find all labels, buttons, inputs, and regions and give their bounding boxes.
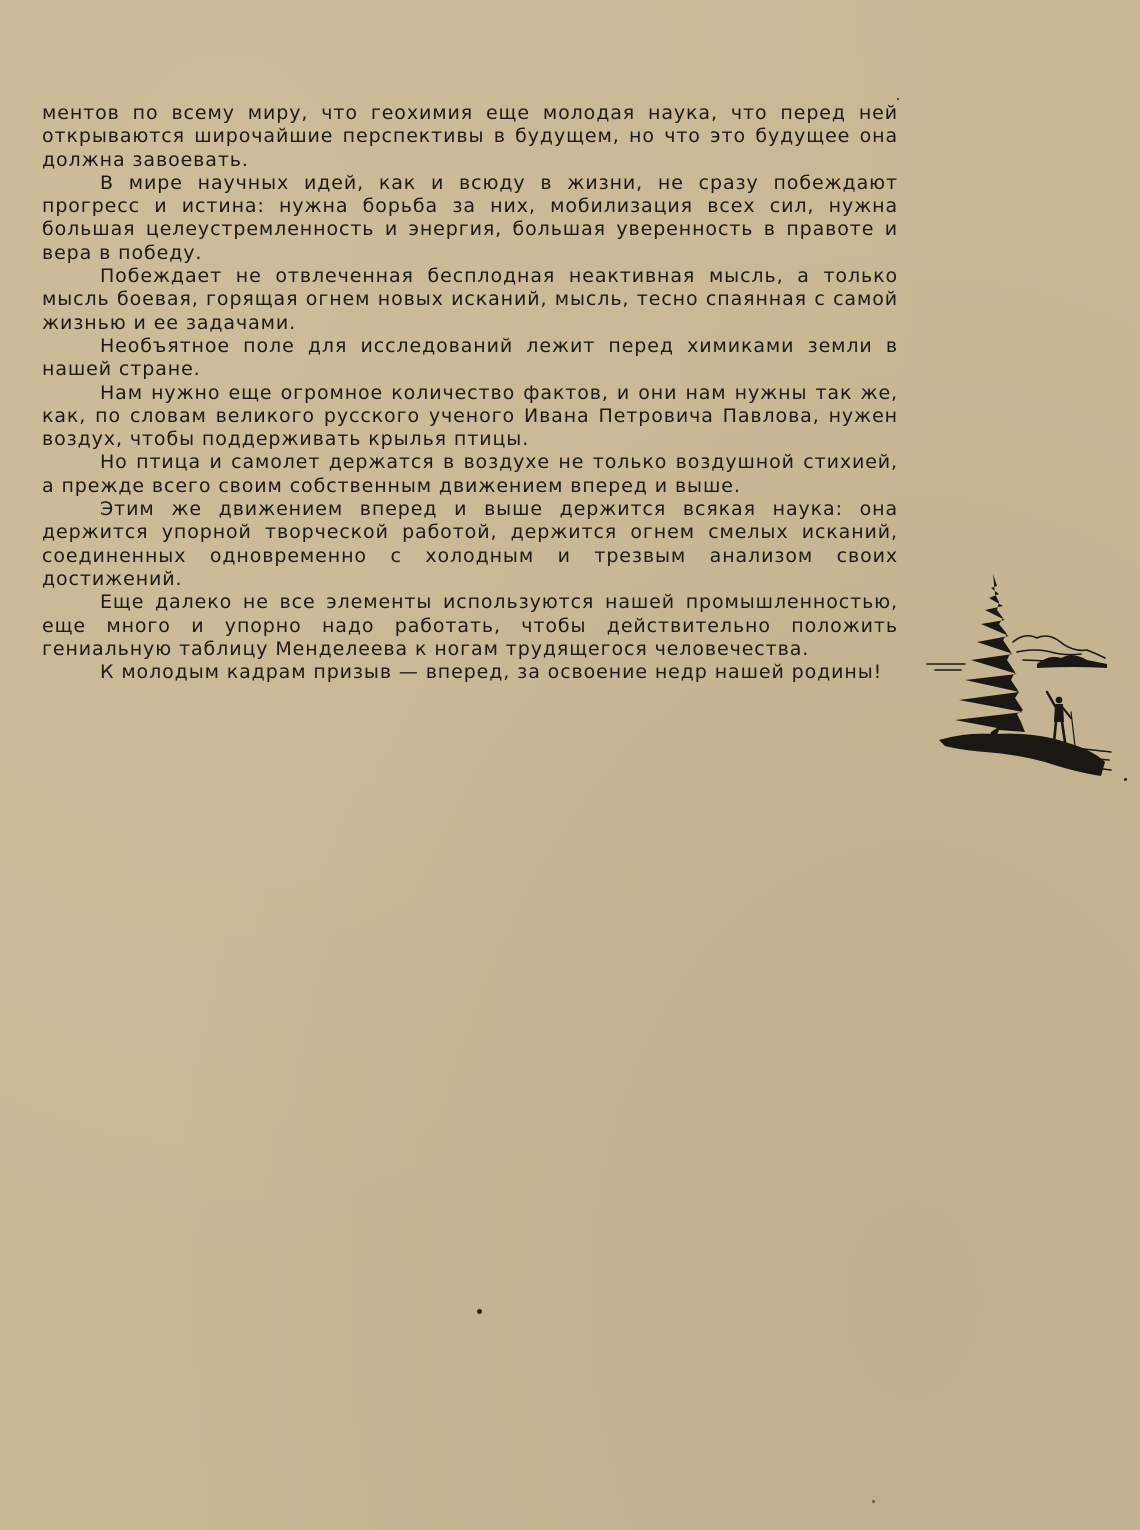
hiker-figure xyxy=(1047,692,1075,746)
paragraph-2: В мире научных идей, как и всюду в жизни, не сразу побеждают прогресс и истина: нужна борьба за них, мобилизация всех сил, нужна большая целеустремленность и энергия, большая уверенность в правоте и вера в победу. xyxy=(42,171,898,264)
paragraph-5: Нам нужно еще огромное количество фактов, и они нам нужны так же, как, по словам великого русского ученого Ивана Петровича Павлова, нужен воздух, чтобы поддерживать крылья птицы. xyxy=(42,381,898,451)
page-speck xyxy=(477,1309,482,1314)
paragraph-1: ментов по всему миру, что геохимия еще молодая наука, что перед ней открываются широчайшие перспективы в будущем, но что это будущее она должна завоевать. xyxy=(42,102,898,171)
body-text xyxy=(42,102,898,684)
paragraph-8: Еще далеко не все элементы используются нашей промышленностью, еще много и упорно надо работать, чтобы действительно положить гениальную таблицу Менделеева к ногам трудящегося человечества. xyxy=(42,591,898,660)
page-speck xyxy=(872,1500,875,1503)
distant-ridge xyxy=(1037,655,1107,668)
paragraph-4: Необъятное поле для исследований лежит перед химиками земли в нашей стране. xyxy=(42,334,898,381)
pine-tree-hiker-icon xyxy=(925,572,1115,782)
paragraph-9: К молодым кадрам призыв — вперед, за освоение недр нашей родины! xyxy=(100,661,883,684)
paragraph-3: Побеждает не отвлеченная бесплодная неактивная мысль, а только мысль боевая, горящая огнем новых исканий, мысль, тесно спаянная с самой жизнью и ее задачами. xyxy=(42,265,898,334)
page-speck xyxy=(1124,778,1127,781)
ground-shadow xyxy=(939,734,1105,776)
page-speck xyxy=(897,98,899,100)
paragraph-6: Но птица и самолет держатся в воздухе не только воздушной стихией, а прежде всего своим собственным движением вперед и выше. xyxy=(42,451,898,497)
pine-tree xyxy=(955,574,1025,740)
paragraph-7: Этим же движением вперед и выше держится всякая наука: она держится упорной творческой работой, держится огнем смелых исканий, соединенных одновременно с холодным и трезвым анализом своих достижений. xyxy=(42,498,898,590)
